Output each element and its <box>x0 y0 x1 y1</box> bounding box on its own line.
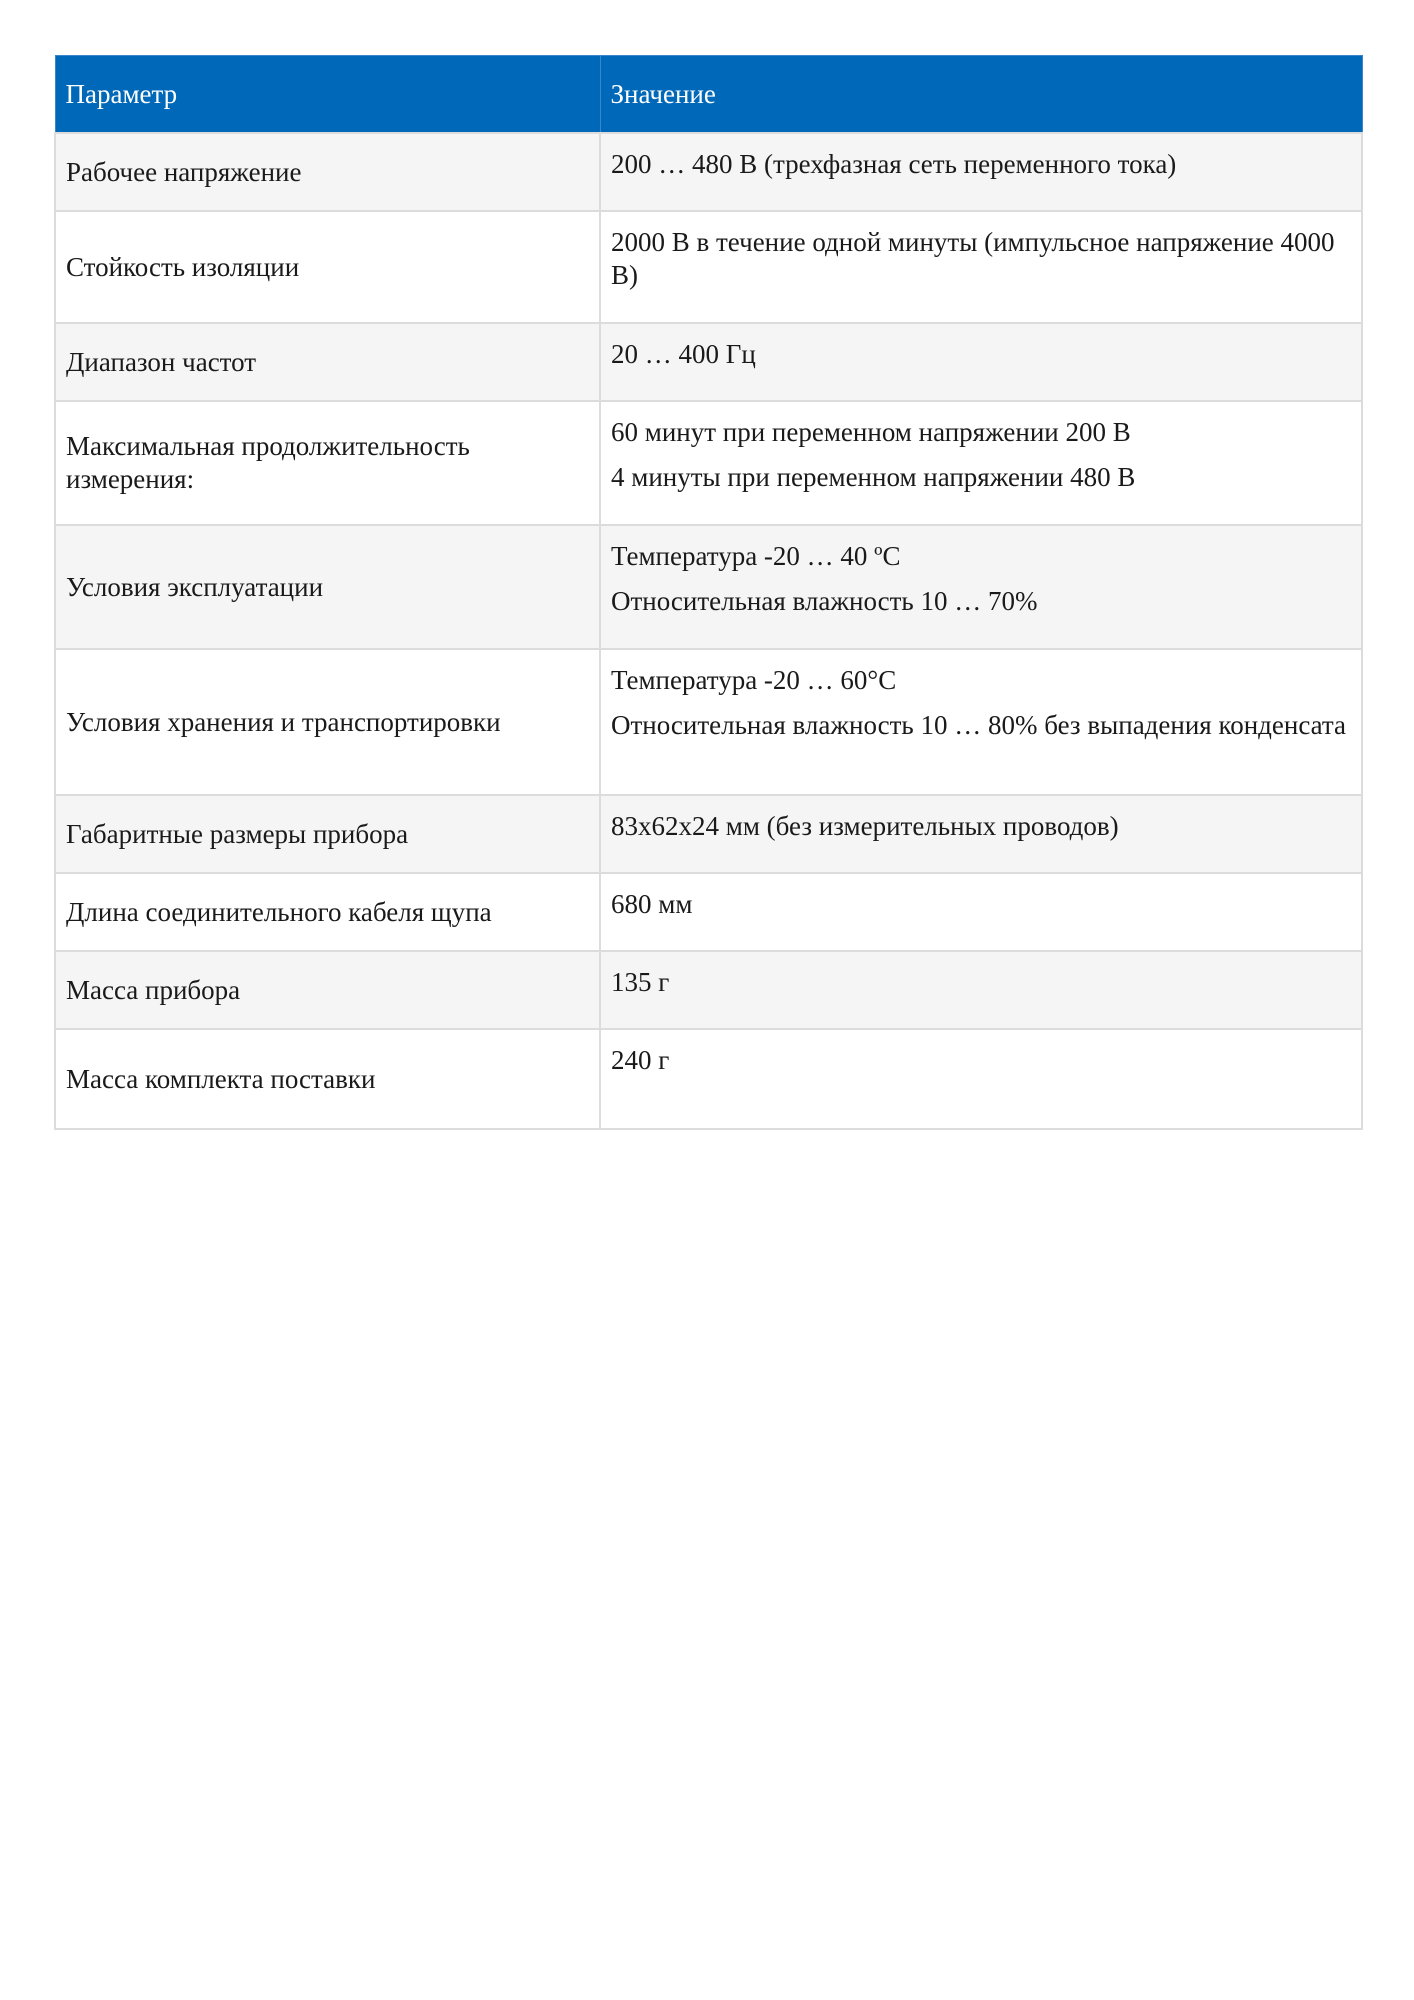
value-line: 240 г <box>611 1045 670 1075</box>
value-cell <box>600 795 1362 873</box>
param-cell: Рабочее напряжение <box>55 133 600 211</box>
value-cell <box>600 211 1362 323</box>
value-cell <box>600 323 1362 401</box>
value-cell <box>600 951 1362 1029</box>
value-line: 135 г <box>611 967 670 997</box>
table-row <box>55 649 1362 795</box>
value-cell <box>600 873 1362 951</box>
table-row <box>55 401 1362 525</box>
value-line: Температура -20 … 60°С <box>611 665 897 695</box>
value-cell <box>600 401 1362 525</box>
value-line: Температура -20 … 40 ºС <box>611 541 901 571</box>
spec-table <box>54 55 1363 1130</box>
value-line: Относительная влажность 10 … 70% <box>611 586 1038 616</box>
value-line: 680 мм <box>611 889 693 919</box>
table-row <box>55 795 1362 873</box>
value-cell <box>600 525 1362 649</box>
value-cell <box>600 649 1362 795</box>
table-row <box>55 211 1362 323</box>
table-row <box>55 873 1362 951</box>
value-line: Относительная влажность 10 … 80% без выпадения конденсата <box>611 710 1347 740</box>
table-row <box>55 951 1362 1029</box>
param-cell: Длина соединительного кабеля щупа <box>55 873 600 951</box>
table-row <box>55 133 1362 211</box>
table-row <box>55 323 1362 401</box>
param-cell: Стойкость изоляции <box>55 211 600 323</box>
param-cell: Масса прибора <box>55 951 600 1029</box>
table-row <box>55 525 1362 649</box>
param-cell: Максимальная продолжительность измерения: <box>55 401 600 525</box>
param-cell: Габаритные размеры прибора <box>55 795 600 873</box>
value-line: 200 … 480 В (трехфазная сеть переменного тока) <box>611 149 1177 179</box>
value-cell <box>600 133 1362 211</box>
param-cell: Диапазон частот <box>55 323 600 401</box>
table-row <box>55 1029 1362 1129</box>
value-line: 20 … 400 Гц <box>611 339 756 369</box>
header-value: Значение <box>600 56 1362 134</box>
param-cell: Условия эксплуатации <box>55 525 600 649</box>
param-cell: Масса комплекта поставки <box>55 1029 600 1129</box>
value-line: 4 минуты при переменном напряжении 480 В <box>611 462 1136 492</box>
header-parameter: Параметр <box>55 56 600 134</box>
value-cell <box>600 1029 1362 1129</box>
value-line: 83x62x24 мм (без измерительных проводов) <box>611 811 1119 841</box>
param-cell: Условия хранения и транспортировки <box>55 649 600 795</box>
value-line: 60 минут при переменном напряжении 200 В <box>611 417 1131 447</box>
value-line: 2000 В в течение одной минуты (импульсное напряжение 4000 В) <box>611 227 1335 290</box>
table-header-row <box>55 56 1362 134</box>
